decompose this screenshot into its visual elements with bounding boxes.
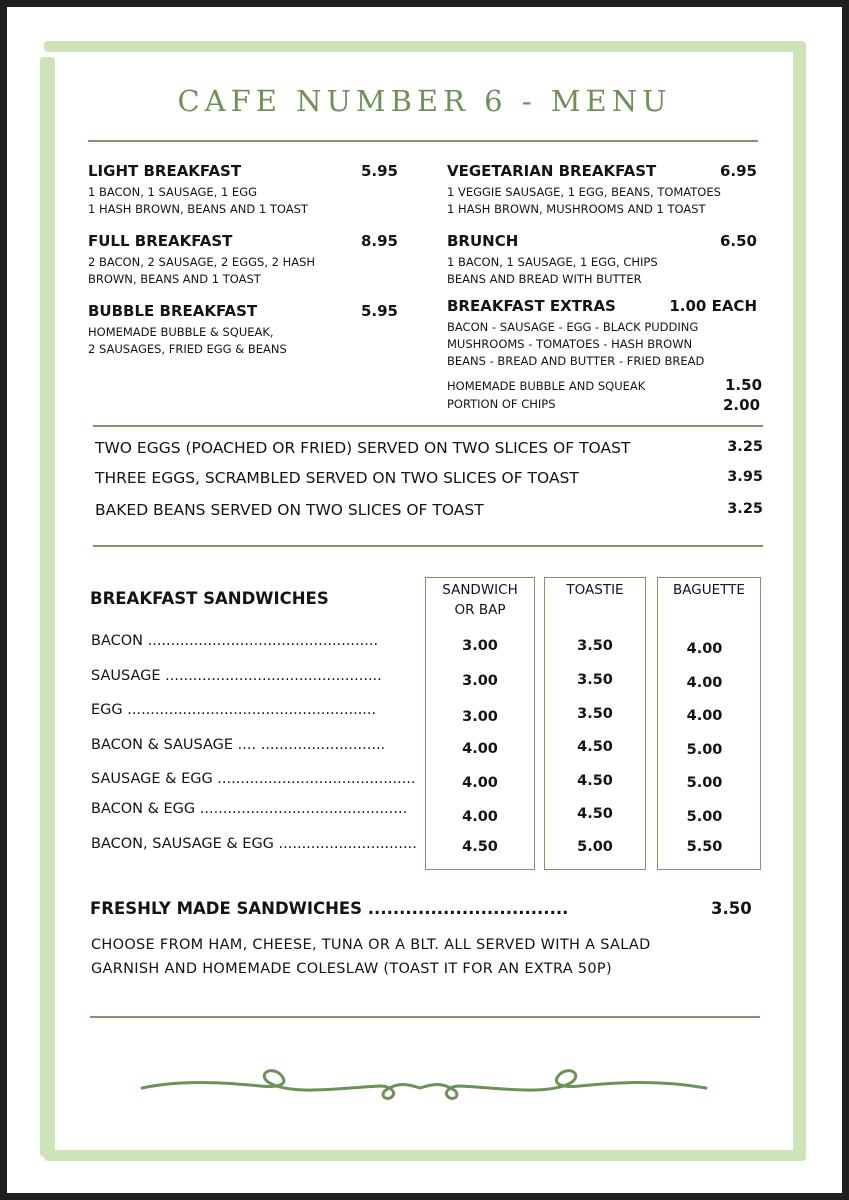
toast-item-name: TWO EGGS (POACHED OR FRIED) SERVED ON TWO SLICES OF TOAST [95,439,631,457]
sandwich-item: SAUSAGE ............................................... [91,668,382,684]
brunch-desc: BEANS AND BREAD WITH BUTTER [447,272,642,286]
light-breakfast [88,162,398,218]
toastie-column-header: TOASTIE [566,582,624,598]
sandwich-item: EGG ...................................................... [91,702,377,718]
bubble-breakfast-desc: HOMEMADE BUBBLE & SQUEAK, [88,325,274,339]
sandwich-price: 3.00 [462,709,498,725]
vegetarian-breakfast-desc: 1 HASH BROWN, MUSHROOMS AND 1 TOAST [447,202,706,216]
brunch [447,232,757,288]
sandwich-price: 4.00 [462,809,498,825]
sandwich-item: BACON & EGG ............................................. [91,801,408,817]
bubble-breakfast-name: BUBBLE BREAKFAST [88,302,258,320]
light-breakfast-price: 5.95 [360,162,398,180]
vegetarian-breakfast [447,162,757,218]
frame-bottom [44,1150,806,1161]
toast-item [95,439,763,457]
breakfast-extras-name: BREAKFAST EXTRAS [447,297,616,315]
bubble-squeak-item: HOMEMADE BUBBLE AND SQUEAK [447,379,646,393]
brunch-price: 6.50 [719,232,757,250]
bubble-squeak-price: 1.50 [725,376,763,394]
sandwich-price: 4.00 [462,775,498,791]
chips-item: PORTION OF CHIPS [447,397,556,411]
bubble-breakfast-desc: 2 SAUSAGES, FRIED EGG & BEANS [88,342,287,356]
baguette-price: 4.00 [686,675,723,691]
bubble-breakfast-price: 5.95 [360,302,398,320]
full-breakfast-desc: BROWN, BEANS AND 1 TOAST [88,272,261,286]
freshly-made-desc-line: GARNISH AND HOMEMADE COLESLAW (TOAST IT FOR AN EXTRA 50P) [91,961,612,977]
toastie-price: 4.50 [577,773,613,789]
frame-left [40,57,55,1157]
full-breakfast-desc: 2 BACON, 2 SAUSAGE, 2 EGGS, 2 HASH [88,255,316,269]
vegetarian-breakfast-name: VEGETARIAN BREAKFAST [447,162,657,180]
toastie-column [544,577,646,870]
toast-item-price: 3.95 [727,469,763,485]
toastie-price: 3.50 [577,706,613,722]
chips-price: 2.00 [723,396,761,414]
page-title: CAFE NUMBER 6 - MENU [177,84,672,118]
baguette-price: 5.00 [686,742,723,758]
sandwich-price: 3.00 [462,638,498,654]
baguette-price: 5.00 [686,809,723,825]
full-breakfast-price: 8.95 [360,232,398,250]
toast-item-name: BAKED BEANS SERVED ON TWO SLICES OF TOAST [95,501,484,519]
breakfast-divider [93,425,763,427]
bottom-divider [90,1016,760,1018]
light-breakfast-name: LIGHT BREAKFAST [88,162,242,180]
freshly-made-desc [91,933,771,981]
toast-item-price: 3.25 [727,501,763,517]
baguette-price: 4.00 [686,641,723,657]
toastie-price: 4.50 [577,806,613,822]
sandwich-price: 4.50 [462,839,498,855]
full-breakfast [88,232,398,288]
vegetarian-breakfast-price: 6.95 [719,162,757,180]
baguette-price: 4.00 [686,708,723,724]
toastie-price: 4.50 [577,739,613,755]
breakfast-extras [447,297,757,370]
flourish-ornament [140,1062,710,1112]
toast-item [95,501,763,519]
breakfast-sandwiches-title: BREAKFAST SANDWICHES [90,589,329,608]
sandwich-column-header: SANDWICH OR BAP [442,582,518,618]
vegetarian-breakfast-desc: 1 VEGGIE SAUSAGE, 1 EGG, BEANS, TOMATOES [447,185,721,199]
sandwich-price: 4.00 [462,741,498,757]
brunch-desc: 1 BACON, 1 SAUSAGE, 1 EGG, CHIPS [447,255,658,269]
sandwich-item: BACON & SAUSAGE .... ........................... [91,737,386,753]
baguette-price: 5.50 [686,839,723,855]
sandwich-item: SAUSAGE & EGG ........................................... [91,771,416,787]
light-breakfast-desc: 1 HASH BROWN, BEANS AND 1 TOAST [88,202,308,216]
toast-item-price: 3.25 [727,439,763,455]
toastie-price: 3.50 [577,638,613,654]
breakfast-extras-line: MUSHROOMS - TOMATOES - HASH BROWN [447,337,693,351]
baguette-column-header: BAGUETTE [673,582,745,598]
brunch-name: BRUNCH [447,232,519,250]
breakfast-extras-line: BACON - SAUSAGE - EGG - BLACK PUDDING [447,320,699,334]
light-breakfast-desc: 1 BACON, 1 SAUSAGE, 1 EGG [88,185,258,199]
baguette-price: 5.00 [686,775,723,791]
full-breakfast-name: FULL BREAKFAST [88,232,233,250]
breakfast-extras-line: BEANS - BREAD AND BUTTER - FRIED BREAD [447,354,705,368]
frame-right [793,48,806,1158]
freshly-made-desc-line: CHOOSE FROM HAM, CHEESE, TUNA OR A BLT. ALL SERVED WITH A SALAD [91,937,651,953]
bubble-breakfast [88,302,398,358]
toast-divider [93,545,763,547]
freshly-made-title: FRESHLY MADE SANDWICHES ................................ [90,899,569,918]
frame-top [44,41,806,52]
toastie-price: 5.00 [577,839,613,855]
toast-item-name: THREE EGGS, SCRAMBLED SERVED ON TWO SLICES OF TOAST [95,469,579,487]
toast-item [95,469,763,487]
freshly-made-price: 3.50 [711,899,752,918]
sandwich-item: BACON .................................................. [91,633,379,649]
sandwich-price: 3.00 [462,673,498,689]
title-divider [88,140,758,142]
breakfast-extras-price: 1.00 EACH [669,297,757,315]
toastie-price: 3.50 [577,672,613,688]
sandwich-item: BACON, SAUSAGE & EGG .............................. [91,836,417,852]
